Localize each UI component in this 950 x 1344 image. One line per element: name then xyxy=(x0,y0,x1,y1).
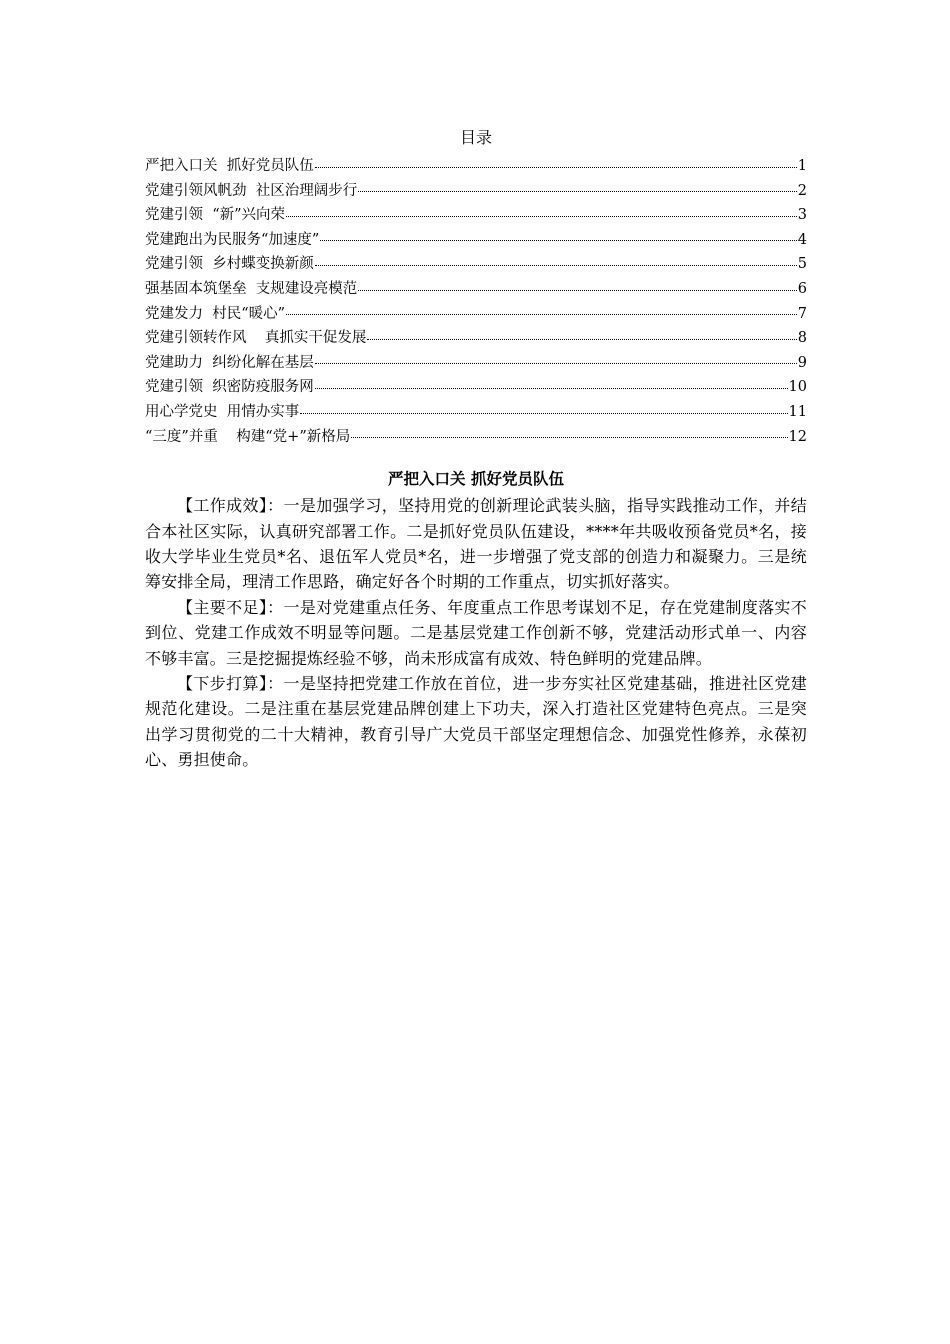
toc-entry-page: 7 xyxy=(797,305,807,322)
section-paragraph: 【主要不足】：一是对党建重点任务、年度重点工作思考谋划不足，存在党建制度落实不到位、党建工作成效不明显等问题。二是基层党建工作创新不够，党建活动形式单一、内容不够丰富。三是挖掘提炼经验不够，尚未形成富有成效、特色鲜明的党建品牌。 xyxy=(145,597,807,668)
toc-leader-dots xyxy=(358,191,797,192)
toc-entry[interactable] xyxy=(145,351,807,376)
toc-entry[interactable] xyxy=(145,425,807,450)
toc-entry-page: 4 xyxy=(797,231,807,248)
toc-leader-dots xyxy=(300,413,787,414)
toc-entry[interactable] xyxy=(145,375,807,400)
toc-entry-label: 党建引领 “新”兴向荣 xyxy=(145,207,286,224)
toc-entry-page: 8 xyxy=(797,330,807,347)
toc-leader-dots xyxy=(315,265,797,266)
toc-entry-page: 9 xyxy=(797,354,807,371)
toc-entry[interactable] xyxy=(145,277,807,302)
toc-entry[interactable] xyxy=(145,228,807,253)
toc-entry-label: “三度”并重 构建“党+”新格局 xyxy=(145,428,351,445)
toc-leader-dots xyxy=(286,216,797,217)
toc-entry-page: 10 xyxy=(788,379,807,396)
toc-entry-page: 5 xyxy=(797,256,807,273)
toc-entry-label: 党建引领 织密防疫服务网 xyxy=(145,379,314,396)
section-paragraph: 【下步打算】：一是坚持把党建工作放在首位，进一步夯实社区党建基础，推进社区党建规范化建设。二是注重在基层党建品牌创建上下功夫，深入打造社区党建特色亮点。三是突出学习贯彻党的二十大精神，教育引导广大党员干部坚定理想信念、加强党性修养，永葆初心、勇担使命。 xyxy=(145,673,807,770)
toc-entry-label: 党建发力 村民“暖心” xyxy=(145,305,286,322)
toc-entry-label: 党建引领 乡村蝶变换新颜 xyxy=(145,256,314,273)
toc-leader-dots xyxy=(320,240,796,241)
toc-entry[interactable] xyxy=(145,326,807,351)
toc-entry[interactable] xyxy=(145,302,807,327)
toc-leader-dots xyxy=(315,388,788,389)
toc-leader-dots xyxy=(315,363,797,364)
toc-entry-label: 用心学党史 用情办实事 xyxy=(145,403,300,420)
toc-entry-page: 3 xyxy=(797,207,807,224)
toc-entry-label: 党建引领风帆劲 社区治理阔步行 xyxy=(145,182,358,199)
toc-entry-page: 2 xyxy=(797,182,807,199)
toc-entry[interactable] xyxy=(145,400,807,425)
toc-entry[interactable] xyxy=(145,203,807,228)
toc-entry[interactable] xyxy=(145,154,807,179)
section-title: 严把入口关 抓好党员队伍 xyxy=(388,469,564,489)
toc-leader-dots xyxy=(358,290,797,291)
toc-leader-dots xyxy=(315,167,797,168)
document-page xyxy=(145,126,807,773)
toc-entry-label: 党建引领转作风 真抓实干促发展 xyxy=(145,330,367,347)
toc-entry-label: 党建助力 纠纷化解在基层 xyxy=(145,354,314,371)
section-paragraph: 【工作成效】：一是加强学习，坚持用党的创新理论武装头脑，指导实践推动工作，并结合本社区实际，认真研究部署工作。二是抓好党员队伍建设，****年共吸收预备党员*名，接收大学毕业生党员*名、退伍军人党员*名，进一步增强了党支部的创造力和凝聚力。三是统筹安排全局，理清工作思路，确定好各个时期的工作重点，切实抓好落实。 xyxy=(145,496,807,592)
toc-entry-label: 党建跑出为民服务“加速度” xyxy=(145,231,320,248)
toc-title: 目录 xyxy=(459,128,492,147)
toc-leader-dots xyxy=(286,314,797,315)
toc-entry-page: 6 xyxy=(797,280,807,297)
toc-leader-dots xyxy=(367,339,796,340)
toc-list xyxy=(145,154,807,449)
toc-entry-page: 11 xyxy=(788,403,807,420)
toc-entry-page: 1 xyxy=(797,158,807,174)
toc-entry[interactable] xyxy=(145,179,807,204)
toc-entry-label: 强基固本筑堡垒 支规建设亮模范 xyxy=(145,280,358,297)
toc-entry-page: 12 xyxy=(788,428,807,445)
toc-leader-dots xyxy=(351,437,787,438)
toc-entry-label: 严把入口关 抓好党员队伍 xyxy=(145,158,314,174)
toc-entry[interactable] xyxy=(145,252,807,277)
